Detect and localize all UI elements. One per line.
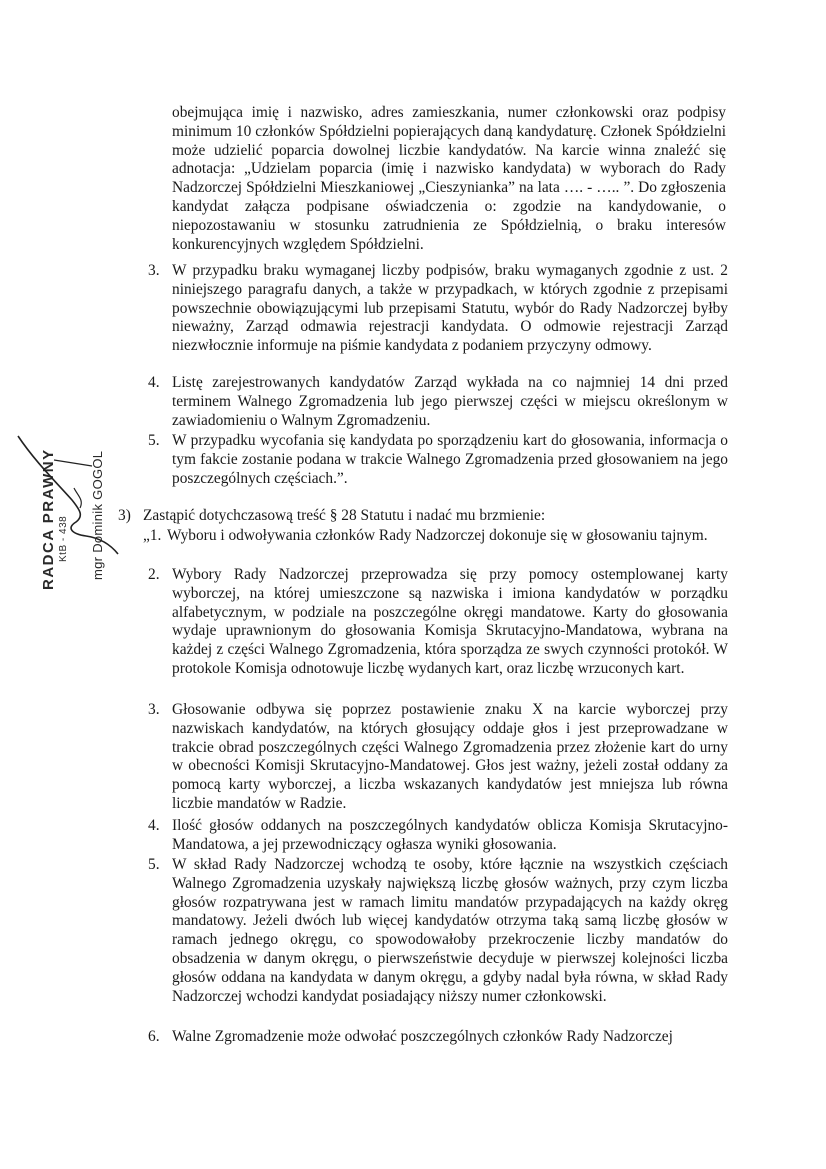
item-text: W przypadku braku wymaganej liczby podpisów, braku wymaganych zgodnie z ust. 2 niniejszego paragrafu danych, a także w przypadkach, w których zgodnie z przepisami powszechnie obowiązującymi lub przepisami Statutu, wybór do Rady Nadzorczej byłby nieważny, Zarząd odmawia rejestracji kandydata. O odmowie rejestracji Zarząd niezwłocznie informuje na piśmie kandydata z podaniem przyczyny odmowy. [172,262,728,355]
section27-item-5 [148,432,728,488]
item-number: 4. [148,374,160,391]
signature-mark [14,430,124,630]
stamp-name: mgr Dominik GOGOL [90,450,105,580]
point-3 [118,507,728,526]
intro-text: obejmująca imię i nazwisko, adres zamieszkania, numer członkowski oraz podpisy minimum 10 członków Spółdzielni popierających daną kandydaturę. Członek Spółdzielni może udzielić poparcia dowolnej liczbie kandydatów. Na karcie winna znaleźć się adnotacja: „Udzielam poparcia (imię i nazwisko kandydata) w wyborach do Rady Nadzorczej Spółdzielni Mieszkaniowej „Cieszynianka” na lata …. - ….. ”. Do zgłoszenia kandydat załącza podpisane oświadczenia o: zgodzie na kandydowanie, o niepozostawaniu w stosunku zatrudnienia ze Spółdzielnią, o braku interesów konkurencyjnych względem Spółdzielni. [172,104,726,253]
item-number: „1. [143,527,162,544]
intro-paragraph [172,104,726,254]
item-number: 5. [148,432,160,449]
section28-item-5 [148,856,728,1006]
legal-counsel-stamp [14,430,124,630]
stamp-number: KtB - 438 [58,515,69,562]
item-number: 3. [148,701,160,718]
item-number: 5. [148,856,160,873]
item-text: Wybory Rady Nadzorczej przeprowadza się przy pomocy ostemplowanej karty wyborczej, na której umieszczone są nazwiska i imiona kandydatów w porządku alfabetycznym, w podziale na poszczególne okręgi mandatowe. Karty do głosowania wydaje uprawnionym do głosowania Komisja Skrutacyjno-Mandatowa, wybrana na każdej z części Walnego Zgromadzenia, która sporządza ze swych czynności protokół. W protokole Komisja odnotowuje liczbę wydanych kart, oraz liczbę wrzuconych kart. [172,566,728,677]
item-text: Walne Zgromadzenie może odwołać poszczególnych członków Rady Nadzorczej [172,1028,673,1045]
section28-item-6 [148,1028,728,1047]
point-text: Zastąpić dotychczasową treść § 28 Statutu i nadać mu brzmienie: [143,507,546,524]
item-text: W przypadku wycofania się kandydata po sporządzeniu kart do głosowania, informacja o tym fakcie zostanie podana w trakcie Walnego Zgromadzenia przed głosowaniem na jego poszczególnych częściach.”. [172,432,728,487]
item-number: 6. [148,1028,160,1045]
point-number: 3) [118,507,131,524]
item-text: W skład Rady Nadzorczej wchodzą te osoby, które łącznie na wszystkich częściach Walnego Zgromadzenia uzyskały największą liczbę głosów ważnych, przy czym liczba głosów rozpatrywana jest w ramach limitu mandatów przypadających na każdy okręg mandatowy. Jeżeli dwóch lub więcej kandydatów otrzyma taką samą liczbę głosów w ramach jednego okręgu, co spowodowałoby przekroczenie liczby mandatów do obsadzenia w danym okręgu, o pierwszeństwie decyduje w pierwszej kolejności liczba głosów oddana na kandydata w danym okręgu, a gdyby nadal była równa, w skład Rady Nadzorczej wchodzi kandydat posiadający niższy numer członkowski. [172,856,728,1005]
item-text: Ilość głosów oddanych na poszczególnych kandydatów oblicza Komisja Skrutacyjno- Mandatowa, a jej przewodniczący ogłasza wyniki głosowania. [172,817,728,853]
section28-item-1 [143,527,728,546]
section27-item-3 [148,262,728,356]
item-number: 2. [148,566,160,583]
item-text: Wyboru i odwoływania członków Rady Nadzorczej dokonuje się w głosowaniu tajnym. [167,527,708,544]
section28-item-4 [148,817,728,855]
section28-item-3 [148,701,728,814]
item-number: 4. [148,817,160,834]
item-number: 3. [148,262,160,279]
section28-item-2 [148,566,728,679]
item-text: Głosowanie odbywa się poprzez postawienie znaku X na karcie wyborczej przy nazwiskach kandydatów, na których głosujący oddaje głos i jest przeprowadzane w trakcie obrad poszczególnych części Walnego Zgromadzenia przez złożenie kart do urny w obecności Komisji Skrutacyjno-Mandatowej. Głos jest ważny, jeżeli został oddany za pomocą karty wyborczej, a liczba wskazanych kandydatów jest mniejsza lub równa liczbie mandatów w Radzie. [172,701,728,812]
section27-item-4 [148,374,728,430]
stamp-title: RADCA PRAWNY [40,448,57,590]
item-text: Listę zarejestrowanych kandydatów Zarząd wykłada na co najmniej 14 dni przed terminem Walnego Zgromadzenia lub jego pierwszej części w miejscu określonym w zawiadomieniu o Walnym Zgromadzeniu. [172,374,728,429]
